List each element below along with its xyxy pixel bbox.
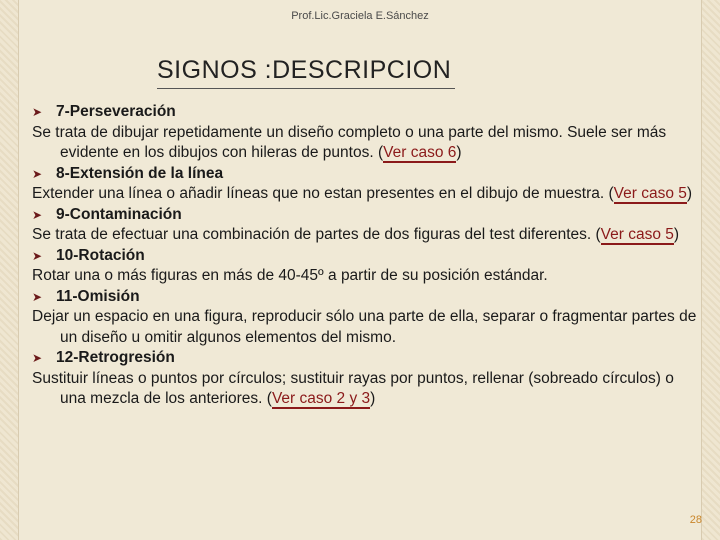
description-text: Se trata de efectuar una combinación de partes de dos figuras del test diferentes. ( xyxy=(32,226,601,243)
description-text: Sustituir líneas o puntos por círculos; sustituir rayas por puntos, rellenar (sobreado círculos) o una mezcla de los anteriores. ( xyxy=(32,369,674,407)
slide-title: SIGNOS :DESCRIPCION xyxy=(157,56,455,89)
closing-paren: ) xyxy=(673,226,680,243)
arrow-bullet-icon: ➤ xyxy=(32,351,43,365)
heading-text: 8-Extensión de la línea xyxy=(56,164,224,182)
item-heading-9 xyxy=(32,205,702,226)
item-heading-8 xyxy=(32,164,702,185)
author-header: Prof.Lic.Graciela E.Sánchez xyxy=(291,10,429,22)
ver-caso-link[interactable]: Ver caso 6 xyxy=(383,144,457,161)
right-decorative-border xyxy=(701,0,720,540)
heading-text: 11-Omisión xyxy=(56,287,140,305)
arrow-bullet-icon: ➤ xyxy=(32,289,43,304)
heading-text: 12-Retrogresión xyxy=(56,349,175,366)
item-heading-12 xyxy=(32,348,702,369)
arrow-bullet-icon: ➤ xyxy=(32,105,43,119)
item-description-7 xyxy=(32,123,702,164)
closing-paren: ) xyxy=(686,185,693,202)
item-description-12 xyxy=(32,369,702,410)
item-description-10 xyxy=(32,266,702,287)
description-text: Extender una línea o añadir líneas que no estan presentes en el dibujo de muestra. ( xyxy=(32,185,614,202)
closing-paren: ) xyxy=(456,144,462,161)
description-text: Rotar una o más figuras en más de 40-45º a partir de su posición estándar. xyxy=(32,267,548,284)
item-description-9 xyxy=(32,225,702,246)
heading-text: 10-Rotación xyxy=(56,246,145,264)
item-heading-7 xyxy=(32,102,702,123)
closing-paren: ) xyxy=(370,390,376,407)
heading-text: 9-Contaminación xyxy=(56,205,182,223)
arrow-bullet-icon: ➤ xyxy=(32,166,43,181)
arrow-bullet-icon: ➤ xyxy=(32,248,43,263)
page-number: 28 xyxy=(689,514,702,526)
slide-content xyxy=(32,102,702,410)
left-decorative-border xyxy=(0,0,19,540)
heading-text: 7-Perseveración xyxy=(56,103,176,120)
item-heading-11 xyxy=(32,287,702,308)
arrow-bullet-icon: ➤ xyxy=(32,207,43,222)
ver-caso-link[interactable]: Ver caso 5 xyxy=(600,226,674,243)
description-text: Se trata de dibujar repetidamente un diseño completo o una parte del mismo. Suele ser más evidente en los dibujos con hileras de puntos. ( xyxy=(32,123,667,161)
description-text: Dejar un espacio en una figura, reproducir sólo una parte de ella, separar o fragmentar partes de un diseño u omitir algunos elementos del mismo. xyxy=(32,308,697,346)
ver-caso-link[interactable]: Ver caso 5 xyxy=(613,185,687,202)
item-description-11 xyxy=(32,307,702,348)
item-heading-10 xyxy=(32,246,702,267)
ver-caso-link[interactable]: Ver caso 2 y 3 xyxy=(271,390,371,407)
item-description-8 xyxy=(32,184,702,205)
